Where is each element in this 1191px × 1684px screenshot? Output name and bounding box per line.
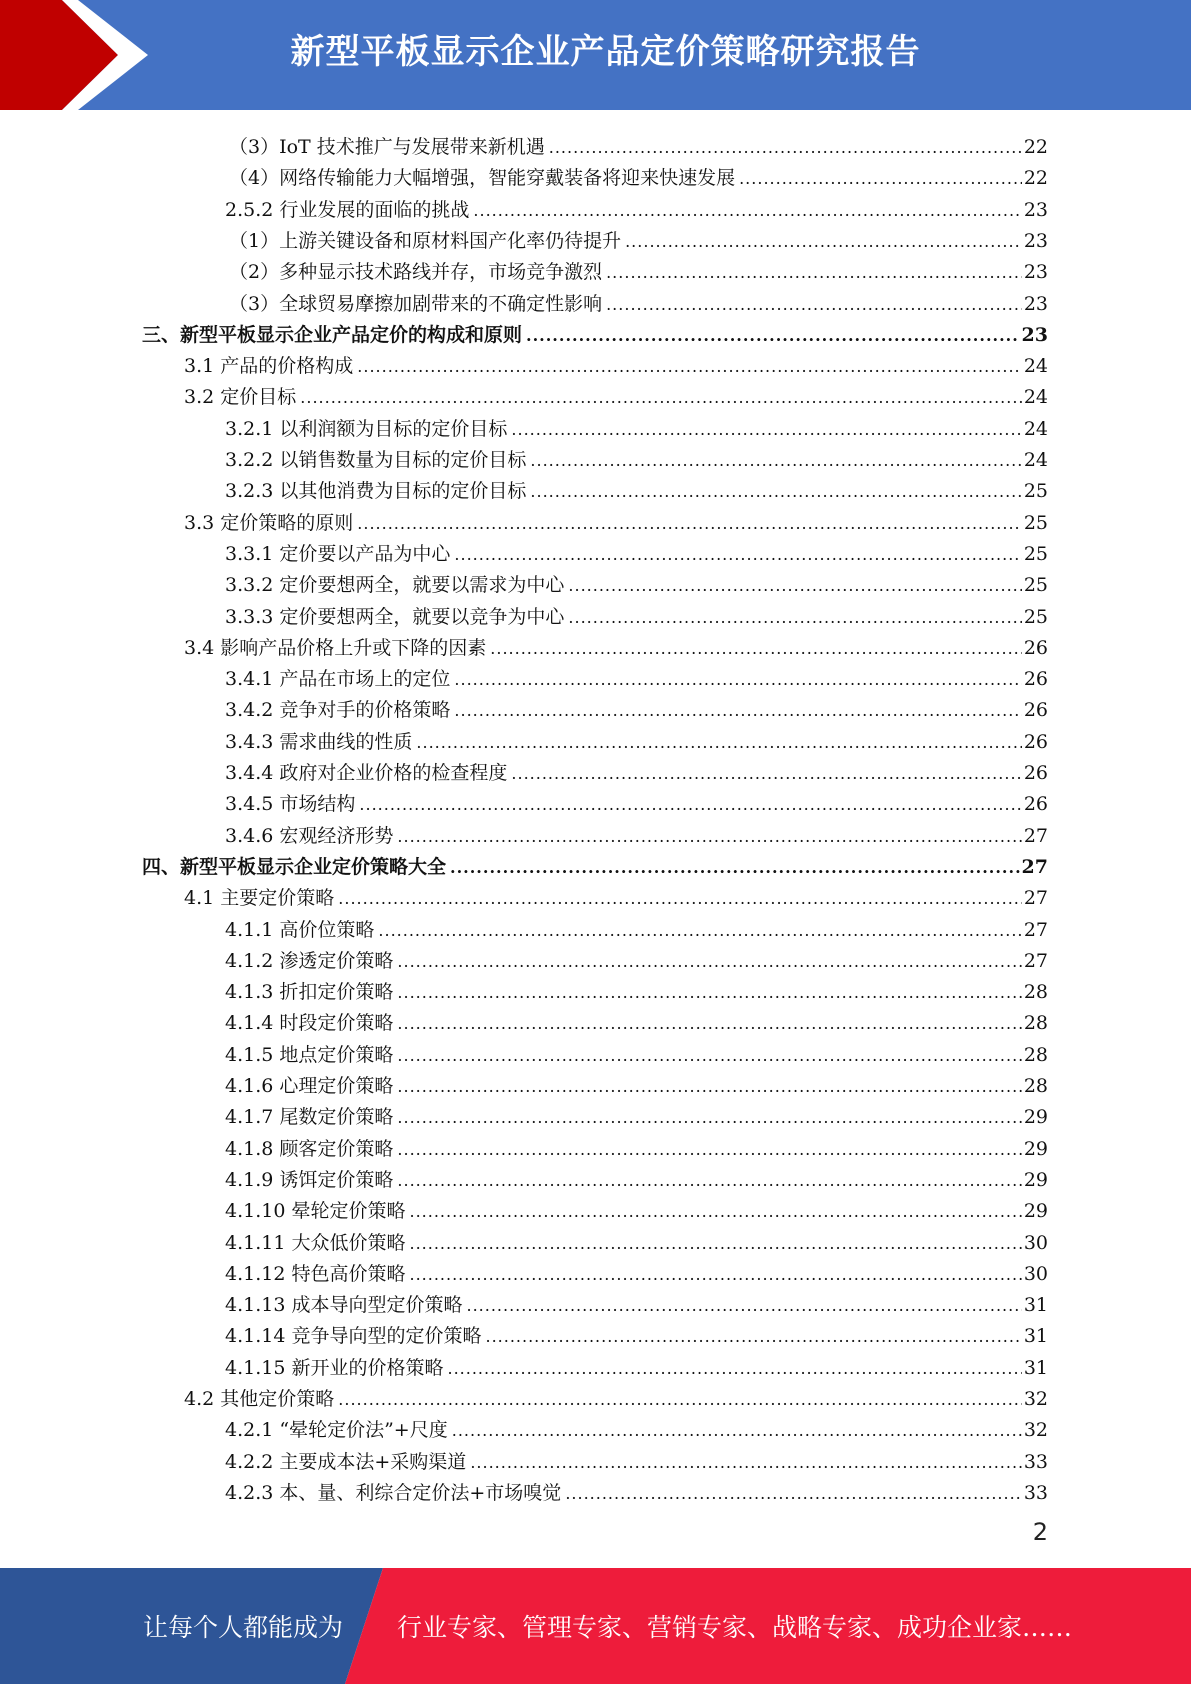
toc-dot-leader	[416, 732, 1021, 754]
toc-dot-leader	[409, 1201, 1021, 1223]
toc-entry-page: 23	[1021, 323, 1048, 346]
page-footer	[0, 1568, 1191, 1684]
toc-entry-page: 25	[1023, 480, 1048, 503]
toc-entry-title: 3.2.1 以利润额为目标的定价目标	[225, 417, 508, 440]
toc-entry-title: 3.1 产品的价格构成	[184, 355, 354, 378]
toc-entry-title: 4.1.10 晕轮定价策略	[225, 1200, 406, 1223]
toc-entry-title: 4.1.14 竞争导向型的定价策略	[225, 1325, 482, 1348]
toc-entry-title: 4.1.2 渗透定价策略	[225, 949, 394, 972]
footer-slogan-left: 让每个人都能成为	[143, 1613, 344, 1642]
toc-dot-leader	[568, 607, 1021, 629]
toc-entry-page: 26	[1023, 699, 1048, 722]
toc-entry-page: 28	[1023, 981, 1048, 1004]
toc-entry[interactable]	[184, 347, 1048, 378]
toc-entry-page: 23	[1023, 292, 1048, 315]
toc-entry[interactable]	[225, 535, 1048, 566]
toc-entry-title: 3.4.5 市场结构	[225, 793, 356, 816]
toc-entry[interactable]	[225, 1192, 1048, 1223]
toc-entry-page: 27	[1023, 918, 1048, 941]
toc-entry[interactable]	[184, 504, 1048, 535]
toc-dot-leader	[397, 1076, 1021, 1098]
toc-dot-leader	[409, 1264, 1021, 1286]
toc-entry[interactable]	[225, 785, 1048, 816]
toc-entry-page: 24	[1023, 417, 1048, 440]
page-number: 2	[1032, 1518, 1048, 1546]
toc-entry-title: 4.1.9 诱饵定价策略	[225, 1168, 394, 1191]
toc-entry[interactable]	[225, 754, 1048, 785]
toc-dot-leader	[530, 450, 1021, 472]
toc-entry-page: 24	[1023, 449, 1048, 471]
toc-entry[interactable]	[225, 723, 1048, 754]
toc-entry-page: 27	[1023, 949, 1048, 972]
toc-dot-leader	[466, 1295, 1021, 1317]
toc-entry[interactable]	[184, 629, 1048, 660]
toc-dot-leader	[300, 387, 1022, 409]
toc-dot-leader	[357, 356, 1022, 378]
toc-entry-page: 26	[1023, 762, 1048, 784]
toc-dot-leader	[454, 544, 1021, 566]
toc-dot-leader	[473, 200, 1021, 222]
toc-entry-title: 4.1.4 时段定价策略	[225, 1012, 394, 1035]
toc-entry-page: 29	[1023, 1137, 1048, 1160]
toc-entry-page: 32	[1023, 1419, 1048, 1442]
toc-entry-title: 4.1.11 大众低价策略	[225, 1231, 406, 1254]
toc-entry-page: 23	[1023, 198, 1048, 221]
toc-entry[interactable]	[142, 848, 1048, 879]
toc-dot-leader	[470, 1452, 1022, 1474]
toc-entry-title: 4.2.3 本、量、利综合定价法+市场嗅觉	[225, 1481, 562, 1504]
toc-entry-title: 三、新型平板显示企业产品定价的构成和原则	[142, 323, 523, 346]
toc-dot-leader	[397, 982, 1021, 1004]
toc-entry-title: （3）IoT 技术推广与发展带来新机遇	[229, 136, 545, 158]
toc-entry-title: （4）网络传输能力大幅增强，智能穿戴装备将迎来快速发展	[229, 167, 736, 190]
toc-entry[interactable]	[184, 378, 1048, 409]
toc-dot-leader	[530, 481, 1021, 503]
toc-entry[interactable]	[229, 128, 1048, 159]
toc-dot-leader	[485, 1326, 1021, 1348]
toc-entry-title: 4.1.3 折扣定价策略	[225, 981, 394, 1004]
toc-entry-page: 30	[1023, 1262, 1048, 1285]
toc-entry-title: 四、新型平板显示企业定价策略大全	[142, 855, 447, 878]
toc-entry-title: 4.2.1 “晕轮定价法”+尺度	[225, 1419, 448, 1442]
toc-entry-page: 26	[1023, 730, 1048, 753]
toc-dot-leader	[452, 1420, 1022, 1442]
toc-entry[interactable]	[225, 1161, 1048, 1192]
toc-entry[interactable]	[225, 1411, 1048, 1442]
toc-dot-leader	[606, 294, 1022, 316]
toc-entry-page: 26	[1023, 636, 1048, 659]
toc-entry-page: 26	[1023, 793, 1048, 816]
toc-entry-title: 3.3.3 定价要想两全，就要以竞争为中心	[225, 605, 565, 628]
toc-entry-title: 4.1.15 新开业的价格策略	[225, 1356, 444, 1379]
toc-entry-page: 31	[1023, 1325, 1048, 1348]
toc-dot-leader	[549, 137, 1022, 159]
toc-entry-page: 23	[1023, 261, 1048, 284]
toc-dot-leader	[565, 1483, 1022, 1505]
toc-entry-page: 33	[1023, 1481, 1048, 1504]
toc-entry[interactable]	[229, 159, 1048, 190]
page-header	[0, 0, 1191, 110]
toc-entry-page: 29	[1023, 1200, 1048, 1223]
toc-dot-leader	[397, 826, 1021, 848]
toc-entry-page: 26	[1023, 668, 1048, 691]
toc-entry[interactable]	[225, 598, 1048, 629]
toc-entry-title: 4.1 主要定价策略	[184, 887, 335, 910]
toc-entry[interactable]	[225, 1474, 1048, 1505]
toc-entry-page: 29	[1023, 1106, 1048, 1129]
toc-entry-page: 25	[1023, 605, 1048, 628]
footer-slogan-right: 行业专家、管理专家、营销专家、战略专家、成功企业家……	[397, 1613, 1073, 1642]
toc-entry[interactable]	[225, 817, 1048, 848]
toc-entry[interactable]	[225, 1349, 1048, 1380]
toc-entry-page: 32	[1023, 1388, 1048, 1410]
toc-entry[interactable]	[184, 1380, 1048, 1411]
toc-entry-title: 4.1.12 特色高价策略	[225, 1262, 406, 1285]
toc-entry-title: 4.1.1 高价位策略	[225, 918, 375, 941]
toc-entry-title: 3.2.2 以销售数量为目标的定价目标	[225, 449, 527, 471]
toc-entry-title: 3.2.3 以其他消费为目标的定价目标	[225, 480, 527, 503]
toc-entry[interactable]	[229, 253, 1048, 284]
toc-entry-title: 3.4.1 产品在市场上的定位	[225, 668, 451, 691]
toc-entry-title: 4.1.8 顾客定价策略	[225, 1137, 394, 1160]
report-title: 新型平板显示企业产品定价策略研究报告	[290, 32, 921, 72]
toc-dot-leader	[490, 638, 1022, 660]
toc-entry[interactable]	[225, 472, 1048, 503]
toc-dot-leader	[739, 168, 1022, 190]
toc-entry-page: 31	[1023, 1294, 1048, 1317]
toc-entry[interactable]	[225, 691, 1048, 722]
toc-entry[interactable]	[225, 410, 1048, 441]
toc-entry-title: 3.3.1 定价要以产品为中心	[225, 542, 451, 565]
toc-entry[interactable]	[225, 973, 1048, 1004]
toc-entry-title: 4.2 其他定价策略	[184, 1388, 335, 1410]
toc-entry[interactable]	[225, 1130, 1048, 1161]
toc-entry[interactable]	[229, 285, 1048, 316]
toc-dot-leader	[357, 513, 1022, 535]
toc-entry[interactable]	[225, 1004, 1048, 1035]
toc-entry[interactable]	[142, 316, 1048, 347]
toc-dot-leader	[397, 951, 1021, 973]
toc-entry-page: 28	[1023, 1075, 1048, 1097]
toc-entry-title: （2）多种显示技术路线并存，市场竞争激烈	[229, 261, 603, 284]
toc-entry-page: 25	[1023, 511, 1048, 534]
toc-entry-title: 3.3 定价策略的原则	[184, 511, 354, 534]
toc-dot-leader	[625, 231, 1022, 253]
toc-entry-page: 25	[1023, 574, 1048, 597]
toc-entry-page: 25	[1023, 542, 1048, 565]
toc-dot-leader	[409, 1233, 1021, 1255]
toc-entry-page: 22	[1023, 167, 1048, 190]
toc-dot-leader	[397, 1045, 1021, 1067]
toc-entry-page: 30	[1023, 1231, 1048, 1254]
toc-entry[interactable]	[225, 1443, 1048, 1474]
toc-entry[interactable]	[225, 1224, 1048, 1255]
toc-entry-page: 28	[1023, 1043, 1048, 1066]
toc-entry-title: 3.4 影响产品价格上升或下降的因素	[184, 636, 487, 659]
toc-entry-title: 4.1.7 尾数定价策略	[225, 1106, 394, 1129]
toc-entry-page: 24	[1023, 386, 1048, 409]
toc-entry[interactable]	[225, 1098, 1048, 1129]
toc-entry-page: 27	[1021, 855, 1048, 878]
toc-dot-leader	[338, 888, 1022, 910]
toc-entry[interactable]	[225, 191, 1048, 222]
toc-entry[interactable]	[225, 441, 1048, 472]
toc-dot-leader	[397, 1139, 1021, 1161]
toc-dot-leader	[397, 1107, 1021, 1129]
toc-entry[interactable]	[229, 222, 1048, 253]
toc-entry-title: （1）上游关键设备和原材料国产化率仍待提升	[229, 229, 622, 252]
toc-entry[interactable]	[225, 1255, 1048, 1286]
toc-entry[interactable]	[225, 1286, 1048, 1317]
toc-entry[interactable]	[225, 1036, 1048, 1067]
toc-entry[interactable]	[225, 660, 1048, 691]
toc-entry[interactable]	[225, 1317, 1048, 1348]
toc-entry-page: 23	[1023, 229, 1048, 252]
toc-entry-title: 3.2 定价目标	[184, 386, 297, 409]
toc-dot-leader	[450, 857, 1020, 879]
toc-entry-title: （3）全球贸易摩擦加剧带来的不确定性影响	[229, 292, 603, 315]
toc-entry-page: 28	[1023, 1012, 1048, 1035]
toc-entry[interactable]	[225, 942, 1048, 973]
toc-entry-page: 22	[1023, 136, 1048, 158]
toc-entry-title: 3.4.3 需求曲线的性质	[225, 730, 413, 753]
toc-dot-leader	[454, 669, 1021, 691]
toc-dot-leader	[447, 1358, 1021, 1380]
toc-entry-page: 31	[1023, 1356, 1048, 1379]
toc-entry-title: 2.5.2 行业发展的面临的挑战	[225, 198, 470, 221]
toc-entry-page: 29	[1023, 1168, 1048, 1191]
toc-entry[interactable]	[225, 911, 1048, 942]
toc-dot-leader	[511, 419, 1021, 441]
toc-entry-title: 3.3.2 定价要想两全，就要以需求为中心	[225, 574, 565, 597]
toc-entry-title: 3.4.6 宏观经济形势	[225, 824, 394, 847]
toc-entry-title: 4.1.13 成本导向型定价策略	[225, 1294, 463, 1317]
toc-entry-page: 27	[1023, 824, 1048, 847]
toc-dot-leader	[511, 763, 1021, 785]
toc-entry-title: 3.4.2 竞争对手的价格策略	[225, 699, 451, 722]
toc-entry[interactable]	[184, 879, 1048, 910]
toc-dot-leader	[359, 794, 1021, 816]
toc-entry-page: 24	[1023, 355, 1048, 378]
toc-dot-leader	[454, 700, 1021, 722]
toc-dot-leader	[568, 575, 1021, 597]
toc-entry-title: 4.1.6 心理定价策略	[225, 1075, 394, 1097]
toc-entry-title: 4.1.5 地点定价策略	[225, 1043, 394, 1066]
toc-entry-title: 3.4.4 政府对企业价格的检查程度	[225, 762, 508, 784]
toc-entry-title: 4.2.2 主要成本法+采购渠道	[225, 1450, 467, 1473]
toc-entry[interactable]	[225, 566, 1048, 597]
toc-dot-leader	[338, 1389, 1022, 1411]
toc-entry[interactable]	[225, 1067, 1048, 1098]
toc-dot-leader	[526, 325, 1020, 347]
toc-dot-leader	[397, 1170, 1021, 1192]
toc-entry-page: 27	[1023, 887, 1048, 910]
toc-dot-leader	[397, 1013, 1021, 1035]
toc-entry-page: 33	[1023, 1450, 1048, 1473]
toc-dot-leader	[606, 262, 1022, 284]
toc-dot-leader	[378, 920, 1021, 942]
